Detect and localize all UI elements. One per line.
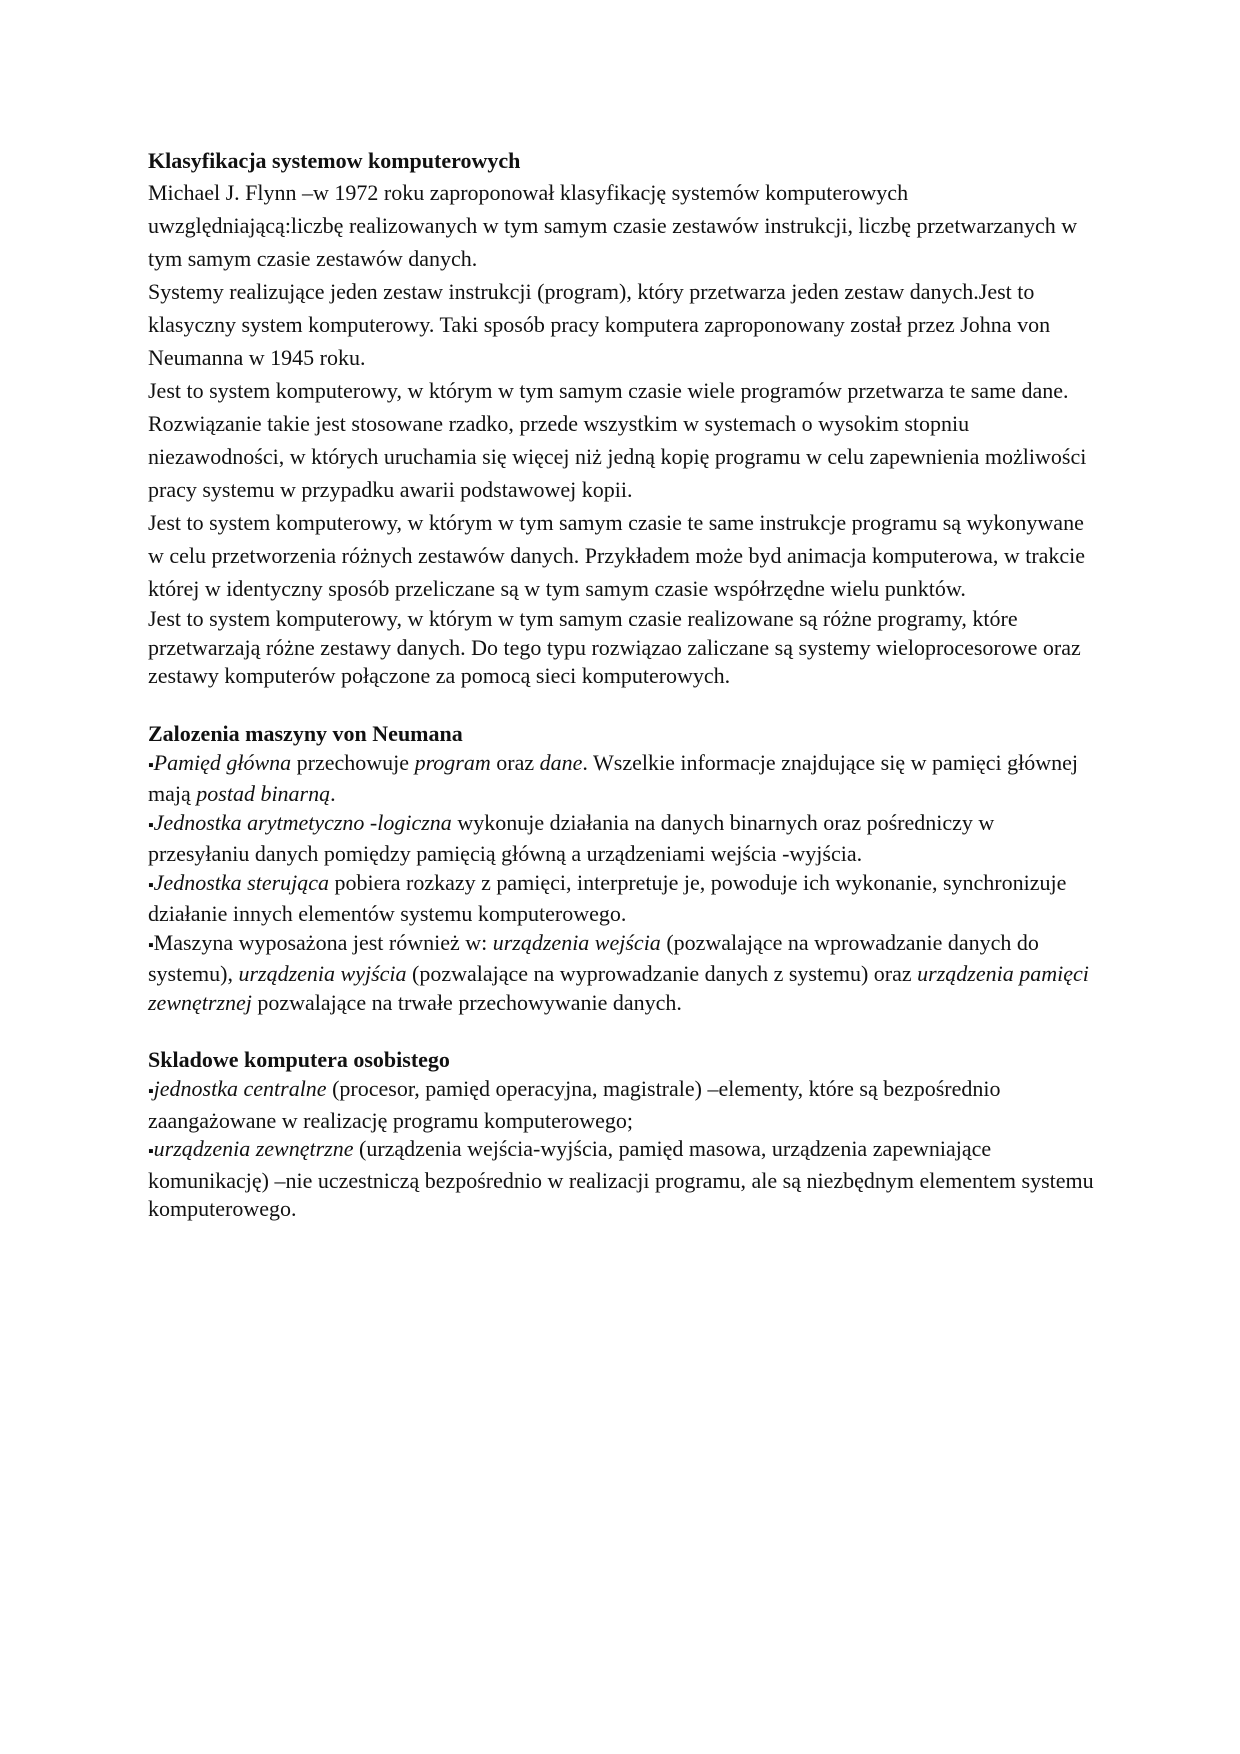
paragraph: Systemy realizujące jeden zestaw instrukcji (program), który przetwarza jeden zestaw danych.Jest to klasyczny system komputerowy. Taki sposób pracy komputera zaproponowany został przez Johna von Neumanna w 1945 roku. [148, 279, 1051, 370]
bullet-icon: ▪ [148, 816, 154, 834]
list-item [148, 809, 1098, 869]
bullet-icon: ▪ [148, 1083, 154, 1100]
text-run: pobiera rozkazy z pamięci, interpretuje je, powoduje ich wykonanie, synchronizuje działanie innych elementów systemu komputerowego. [148, 869, 1067, 926]
list-item [148, 929, 1098, 1018]
term: jednostka centralne [153, 1076, 327, 1101]
list-item [148, 869, 1098, 929]
term: Jednostka arytmetyczno -logiczna [153, 809, 452, 835]
term: urządzenia wejścia [492, 929, 661, 955]
list-item [148, 1135, 1098, 1224]
term: Jednostka sterująca [153, 869, 330, 895]
text-run: (pozwalające na wprowadzanie danych do systemu), [148, 929, 1039, 986]
paragraph: Rozwiązanie takie jest stosowane rzadko, przede wszystkim w systemach o wysokim stopniu niezawodności, w których uruchamia się więcej niż jedną kopię programu w celu zapewnienia możliwości pracy systemu w przypadku awarii podstawowej kopii. [148, 411, 1087, 502]
paragraph: Jest to system komputerowy, w którym w tym samym czasie te same instrukcje programu są wykonywane w celu przetworzenia różnych zestawów danych. Przykładem może byd animacja komputerowa, w trakcie której w identyczny sposób przeliczane są w tym samym czasie współrzędne wielu punktów. [148, 510, 1086, 601]
spacer [148, 1017, 1098, 1045]
text-run: . [330, 781, 336, 806]
list-item [148, 1075, 1098, 1135]
section-heading: Zalozenia maszyny von Neumana [148, 720, 463, 746]
text-run: Maszyna wyposażona jest również w: [153, 929, 493, 955]
bullet-icon: ▪ [148, 756, 154, 774]
term: Pamięd główna [153, 749, 292, 775]
text-run: przechowuje [291, 749, 415, 775]
paragraph: Jest to system komputerowy, w którym w tym samym czasie wiele programów przetwarza te same dane. [148, 378, 1069, 403]
text-run: wykonuje działania na danych binarnych oraz pośredniczy w przesyłaniu danych pomiędzy pamięcią główną a urządzeniami wejścia -wyjścia. [148, 809, 995, 866]
text-run: (pozwalające na wyprowadzanie danych z systemu) oraz [406, 961, 918, 986]
text-run: pozwalające na trwałe przechowywanie danych. [251, 989, 682, 1015]
term: postad binarną [196, 781, 331, 806]
spacer [148, 691, 1098, 719]
term: urządzenia zewnętrzne [153, 1136, 354, 1161]
term: urządzenia wyjścia [238, 961, 407, 986]
text-run: (procesor, pamięd operacyjna, magistrale) –elementy, które są bezpośrednio zaangażowane w realizację programu komputerowego; [148, 1076, 1001, 1133]
text-run: (urządzenia wejścia-wyjścia, pamięd masowa, urządzenia zapewniające komunikację) –nie uczestniczą bezpośrednio w realizacji programu, ale są niezbędnym elementem systemu komputerowego. [148, 1136, 1094, 1221]
bullet-icon: ▪ [148, 1143, 154, 1160]
bullet-icon: ▪ [148, 936, 154, 954]
text-run: . Wszelkie informacje znajdujące się w pamięci głównej mają [148, 749, 1079, 806]
text-run: oraz [490, 749, 540, 775]
bullet-icon: ▪ [148, 876, 154, 894]
paragraph: Jest to system komputerowy, w którym w tym samym czasie realizowane są różne programy, które przetwarzają różne zestawy danych. Do tego typu rozwiązao zaliczane są systemy wieloprocesorowe oraz zestawy komputerów połączone za pomocą sieci komputerowych. [148, 606, 1081, 688]
term: program [414, 749, 491, 775]
section-heading: Skladowe komputera osobistego [148, 1047, 450, 1072]
paragraph: Michael J. Flynn –w 1972 roku zaproponował klasyfikację systemów komputerowych uwzględniającą:liczbę realizowanych w tym samym czasie zestawów instrukcji, liczbę przetwarzanych w tym samym czasie zestawów danych. [148, 180, 1078, 271]
section-heading: Klasyfikacja systemow komputerowych [148, 148, 521, 173]
term: dane [539, 749, 583, 775]
document-content [148, 146, 1098, 1224]
list-item [148, 749, 1098, 809]
term: urządzenia pamięci zewnętrznej [148, 961, 1089, 1015]
